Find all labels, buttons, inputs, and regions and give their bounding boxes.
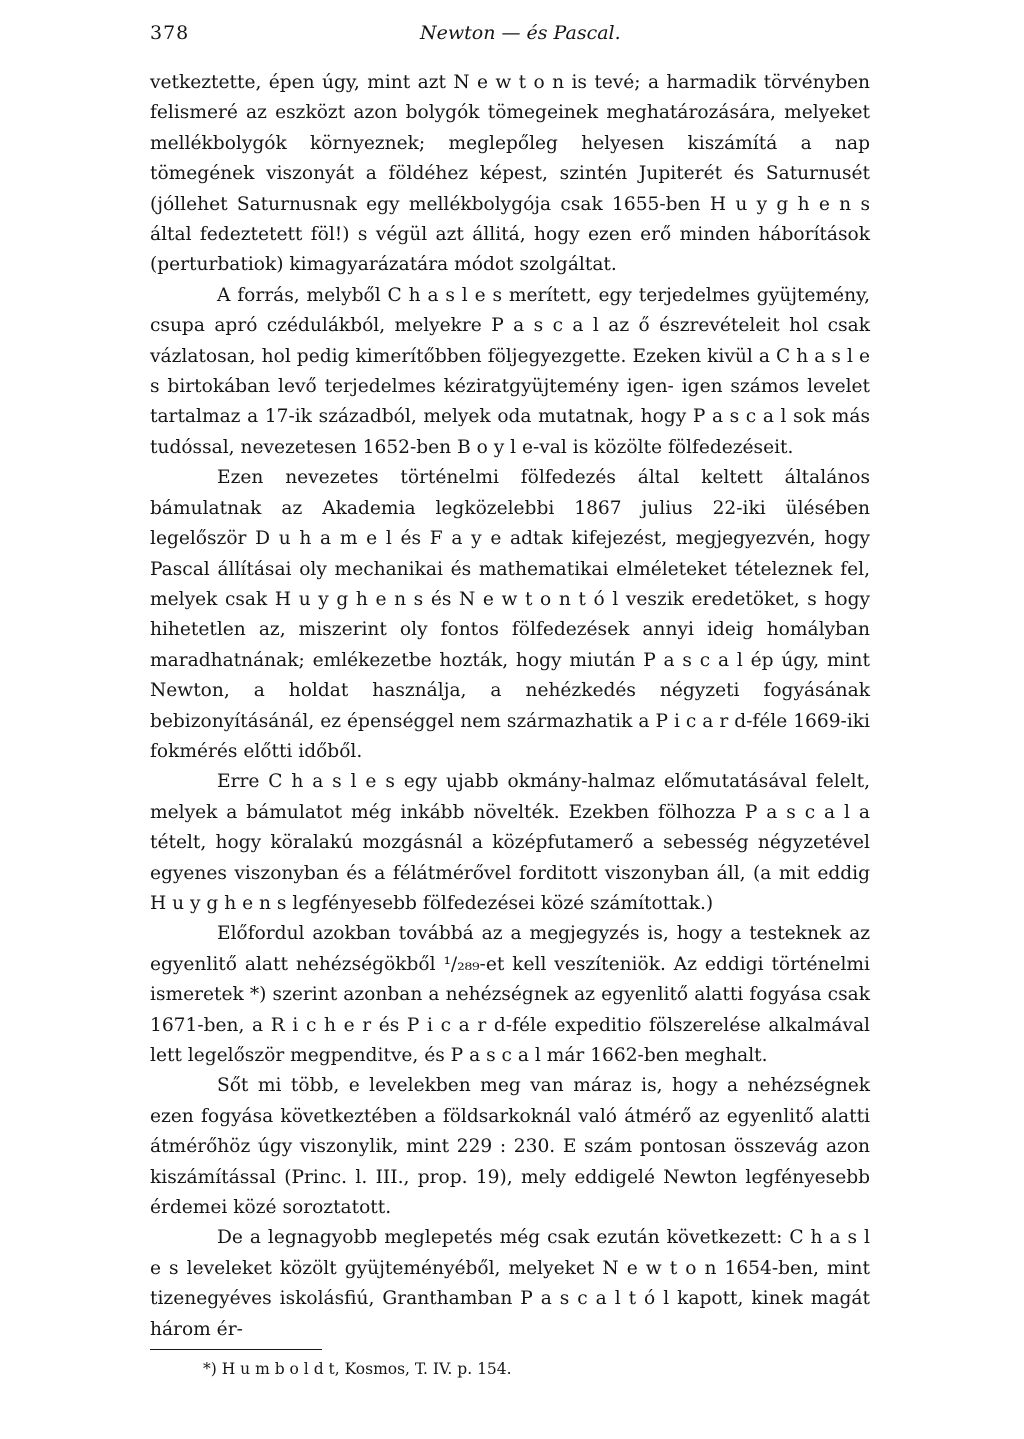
paragraph: Sőt mi több, e levelekben meg van máraz is, hogy a nehézségnek ezen fogyása következtében a földsarkoknál való átmérő az egyenlitő alatti átmérőhöz úgy viszonylik, mint 229 : 230. E szám pontosan összevág azon kiszámítással (Princ. l. III., prop. 19), mely eddigelé Newton legfényesebb érdemei közé soroztatott. <box>150 1075 870 1219</box>
book-page <box>150 22 870 1380</box>
footnote: *) H u m b o l d t, Kosmos, T. IV. p. 154. <box>203 1360 512 1379</box>
paragraph: De a legnagyobb meglepetés még csak ezután következett: C h a s l e s leveleket közölt gyüjteményéből, melyeket N e w t o n 1654-ben, mint tizenegyéves iskolásfiú, Granthamban P a s c a l t ó l kapott, kinek magát három ér- <box>150 1227 870 1340</box>
paragraph: vetkeztette, épen úgy, mint azt N e w t o n is tevé; a harmadik törvényben felismeré az eszközt azon bolygók tömegeinek meghatározására, melyeket mellékbolygók környeznek; meglepőleg helyesen kiszámítá a nap tömegének viszonyát a földéhez képest, szintén Jupiterét és Saturnusét (jóllehet Saturnusnak egy mellékbolygója csak 1655-ben H u y g h e n s által fedeztetett föl!) s végül azt állitá, hogy ezen erő minden háborítások (perturbatiok) kimagyarázatára módot szolgáltat. <box>150 72 870 276</box>
paragraph: A forrás, melyből C h a s l e s merített, egy terjedelmes gyüjtemény, csupa apró czédulákból, melyekre P a s c a l az ő észrevételeit hol csak vázlatosan, hol pedig kimerítőbben följegyezgette. Ezeken kivül a C h a s l e s birtokában levő terjedelmes kéziratgyüjtemény igen- igen számos levelet tartalmaz a 17-ik századból, melyek oda mutatnak, hogy P a s c a l sok más tudóssal, nevezetesen 1652-ben B o y l e-val is közölte fölfedezéseit. <box>150 284 870 458</box>
page-number: 378 <box>150 22 190 44</box>
running-title: Newton — és Pascal. <box>420 22 621 44</box>
paragraph: Erre C h a s l e s egy ujabb okmány-halmaz előmutatásával felelt, melyek a bámulatot még inkább növelték. Ezekben fölhozza P a s c a l a tételt, hogy köralakú mozgásnál a középfutamerő a sebesség négyzetével egyenes viszonyban és a félátmérővel forditott viszonyban áll, (a mit eddig H u y g h e n s legfényesebb fölfedezései közé számítottak.) <box>150 771 870 914</box>
page-header <box>150 22 870 62</box>
paragraph: Ezen nevezetes történelmi fölfedezés által keltett általános bámulatnak az Akademia legközelebbi 1867 julius 22-iki ülésében legelőször D u h a m e l és F a y e adtak kifejezést, megjegyezvén, hogy Pascal állításai oly mechanikai és mathematikai elméleteket tételeznek fel, melyek csak H u y g h e n s és N e w t o n t ó l veszik eredetöket, s hogy hihetetlen az, miszerint oly fontos fölfedezések annyi ideig homályban maradhatnának; emlékezetbe hozták, hogy miután P a s c a l ép úgy, mint Newton, a holdat használja, a nehézkedés négyzeti fogyásának bebizonyításánál, ez épenséggel nem származhatik a P i c a r d-féle 1669-iki fokmérés előtti időből. <box>150 467 870 762</box>
body-text <box>150 68 870 1345</box>
footnote-divider <box>150 1349 322 1350</box>
paragraph: Előfordul azokban továbbá az a megjegyzés is, hogy a testeknek az egyenlitő alatt nehézségökből ¹/₂₈₉-et kell veszíteniök. Az eddigi történelmi ismeretek *) szerint azonban a nehézségnek az egyenlitő alatti fogyása csak 1671-ben, a R i c h e r és P i c a r d-féle expeditio fölszerelése alkalmával lett legelőször megpenditve, és P a s c a l már 1662-ben meghalt. <box>150 923 870 1066</box>
